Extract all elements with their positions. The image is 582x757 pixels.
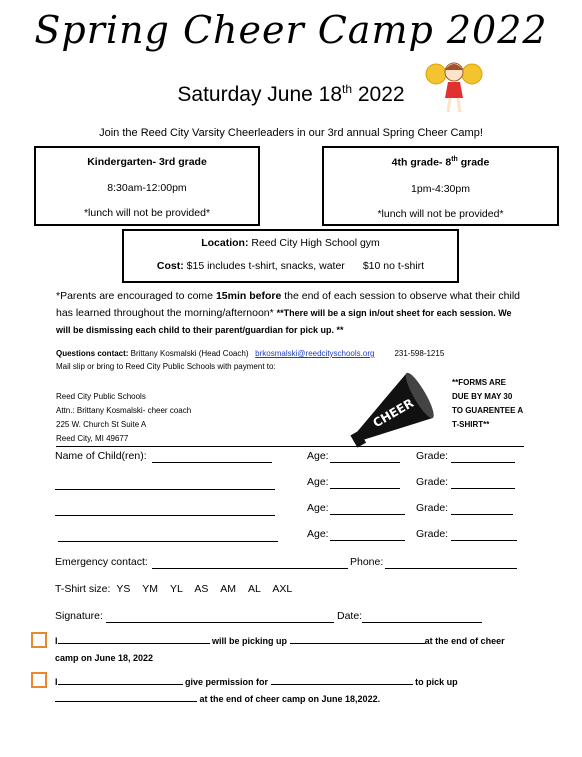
- designee-name-field[interactable]: [271, 675, 413, 685]
- section-divider: [56, 446, 524, 447]
- grade-label: Grade:: [416, 502, 449, 514]
- size-option[interactable]: AM: [220, 583, 237, 595]
- event-date: Saturday June 18th 2022: [177, 82, 405, 106]
- size-option[interactable]: AS: [194, 583, 209, 595]
- megaphone-text: CHEER: [370, 395, 416, 431]
- lunch-note: *lunch will not be provided*: [377, 207, 504, 220]
- age-field[interactable]: [330, 504, 405, 515]
- size-option[interactable]: YS: [116, 583, 131, 595]
- child-name-field[interactable]: [55, 505, 275, 516]
- child-name-field[interactable]: [55, 692, 197, 702]
- emergency-contact-label: Emergency contact:: [55, 556, 148, 568]
- age-field[interactable]: [330, 452, 400, 463]
- session-morning-box: [34, 146, 260, 226]
- mailing-address: Reed City Public Schools Attn.: Brittany Kosmalski- cheer coach 225 W. Church St Suite A Reed City, MI 49677: [56, 392, 192, 443]
- pickup-checkbox[interactable]: [31, 632, 47, 648]
- parent-name-field[interactable]: [58, 634, 210, 644]
- age-label: Age:: [307, 476, 329, 488]
- age-field[interactable]: [330, 530, 405, 541]
- age-label: Age:: [307, 528, 329, 540]
- permission-checkbox[interactable]: [31, 672, 47, 688]
- child-name-field[interactable]: [290, 634, 425, 644]
- emergency-contact-field[interactable]: [152, 558, 348, 569]
- size-option[interactable]: YM: [142, 583, 159, 595]
- signature-field[interactable]: [106, 612, 334, 623]
- contact-line: Questions contact: Brittany Kosmalski (Head Coach) brkosmalski@reedcityschools.org 231-598-1215: [56, 349, 445, 358]
- age-label: Age:: [307, 450, 329, 462]
- age-field[interactable]: [330, 478, 400, 489]
- grade-label: Grade:: [416, 450, 449, 462]
- cost-line: Cost: $15 includes t-shirt, snacks, water $10 no t-shirt: [156, 260, 425, 272]
- session-time: 1pm-4:30pm: [411, 182, 470, 195]
- grade-field[interactable]: [451, 530, 517, 541]
- lunch-note: *lunch will not be provided*: [83, 207, 211, 219]
- parents-note: *Parents are encouraged to come 15min before the end of each session to observe what their child has learned throughout the morning/afternoon* **There will be a sign in/out sheet for each session. We will be dismissing each child to their parent/guardian for pick up. **: [56, 290, 521, 335]
- page-title: Spring Cheer Camp 2022: [34, 8, 548, 52]
- location-cost-box: [122, 229, 459, 283]
- session-time: 8:30am-12:00pm: [107, 182, 187, 194]
- child-name-field[interactable]: [55, 479, 275, 490]
- size-option[interactable]: AL: [247, 583, 261, 595]
- date-label: Date:: [337, 610, 363, 622]
- signature-label: Signature:: [55, 610, 103, 622]
- location-line: Location: Reed City High School gym: [201, 237, 380, 249]
- grade-label: Grade:: [416, 528, 449, 540]
- age-label: Age:: [307, 502, 329, 514]
- deadline-note: **FORMS ARE DUE BY MAY 30 TO GUARENTEE A T-SHIRT**: [452, 378, 524, 429]
- size-option[interactable]: YL: [169, 583, 183, 595]
- grade-field[interactable]: [451, 504, 513, 515]
- date-field[interactable]: [362, 612, 482, 623]
- grade-label: Grade:: [416, 476, 449, 488]
- grade-field[interactable]: [451, 452, 515, 463]
- session-heading: 4th grade- 8th grade: [391, 156, 490, 169]
- child-name-field[interactable]: [58, 531, 278, 542]
- grade-field[interactable]: [451, 478, 515, 489]
- session-afternoon-box: [322, 146, 559, 226]
- intro-text: Join the Reed City Varsity Cheerleaders in our 3rd annual Spring Cheer Camp!: [99, 127, 483, 139]
- session-heading: Kindergarten- 3rd grade: [87, 156, 207, 168]
- child-name-label: Name of Child(ren):: [55, 450, 147, 462]
- mail-note: Mail slip or bring to Reed City Public Schools with payment to:: [56, 362, 276, 371]
- size-option[interactable]: AXL: [272, 583, 293, 595]
- megaphone-illustration: [340, 368, 440, 450]
- pickup-statement: I will be picking up at the end of cheer camp on June 18, 2022: [55, 636, 505, 663]
- child-name-field[interactable]: [152, 452, 272, 463]
- parent-name-field[interactable]: [58, 675, 183, 685]
- contact-email-link[interactable]: brkosmalski@reedcityschools.org: [255, 349, 375, 358]
- phone-field[interactable]: [385, 558, 517, 569]
- tshirt-size-row: [55, 583, 292, 595]
- phone-label: Phone:: [350, 556, 384, 568]
- tshirt-size-label: T-Shirt size:: [55, 583, 111, 595]
- permission-statement: I give permission for to pick up at the end of cheer camp on June 18,2022.: [55, 677, 458, 704]
